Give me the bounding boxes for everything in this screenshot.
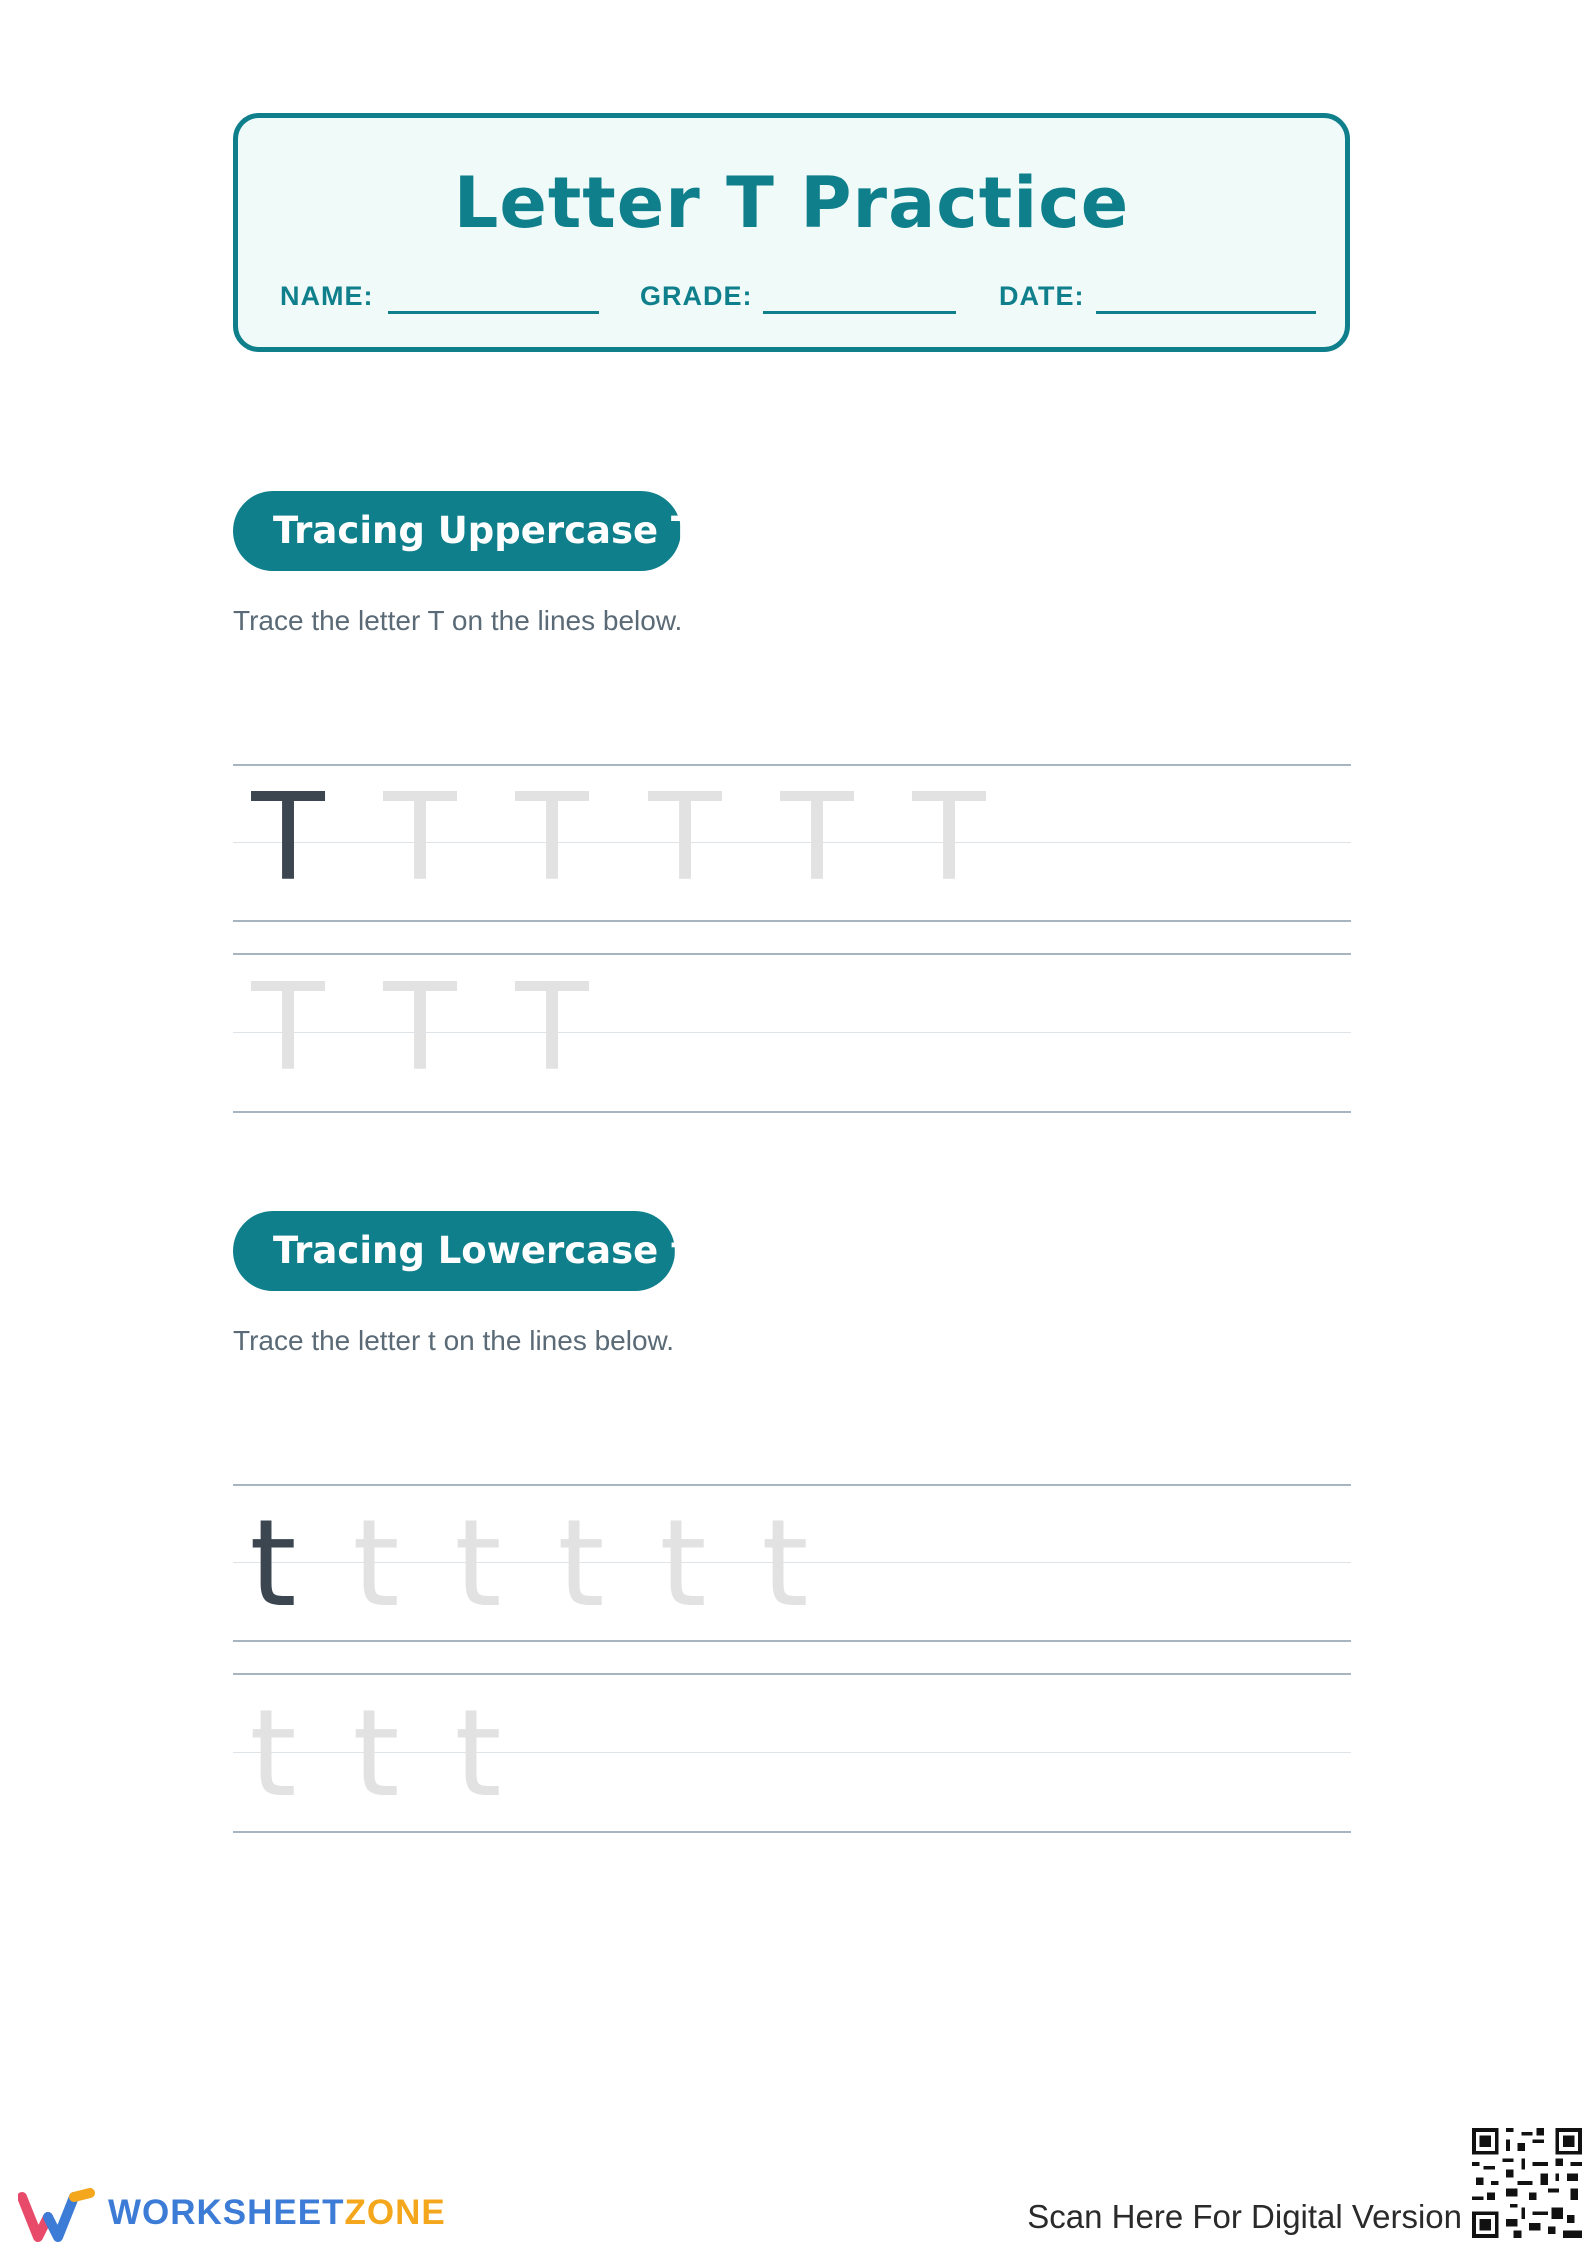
- trace-letter-T[interactable]: T: [912, 769, 986, 908]
- top-line: [233, 1484, 1351, 1486]
- date-label: DATE:: [999, 281, 1085, 311]
- trace-letter-T[interactable]: T: [780, 769, 854, 908]
- trace-letter-T[interactable]: T: [515, 769, 589, 908]
- top-line: [233, 764, 1351, 766]
- trace-letter-t[interactable]: t: [659, 1495, 707, 1634]
- base-line: [233, 1831, 1351, 1833]
- trace-letter-T[interactable]: T: [383, 959, 457, 1098]
- grade-label: GRADE:: [640, 281, 753, 311]
- instruction-lowercase: Trace the letter t on the lines below.: [233, 1325, 674, 1356]
- brand-name-part1: WORKSHEET: [108, 2193, 345, 2232]
- name-field[interactable]: [388, 311, 599, 314]
- page-title: Letter T Practice: [453, 162, 1130, 244]
- trace-letter-T[interactable]: T: [648, 769, 722, 908]
- trace-letter-t[interactable]: t: [761, 1495, 809, 1634]
- base-line: [233, 1640, 1351, 1642]
- worksheetzone-logo-icon: [18, 2187, 98, 2243]
- grade-field[interactable]: [763, 311, 956, 314]
- qr-code-icon[interactable]: [1472, 2128, 1582, 2238]
- base-line: [233, 920, 1351, 922]
- worksheet-header: [233, 113, 1350, 352]
- scan-caption: Scan Here For Digital Version: [1027, 2198, 1462, 2235]
- trace-letter-T[interactable]: T: [515, 959, 589, 1098]
- base-line: [233, 1111, 1351, 1113]
- trace-letter-t[interactable]: t: [454, 1685, 502, 1824]
- model-letter-T: T: [251, 769, 325, 908]
- trace-letter-t[interactable]: t: [352, 1495, 400, 1634]
- trace-letter-t[interactable]: t: [557, 1495, 605, 1634]
- date-field[interactable]: [1096, 311, 1316, 314]
- section-heading-uppercase: Tracing Uppercase T: [233, 491, 681, 571]
- trace-letter-t[interactable]: t: [249, 1685, 297, 1824]
- top-line: [233, 953, 1351, 955]
- trace-letter-T[interactable]: T: [383, 769, 457, 908]
- trace-letter-t[interactable]: t: [454, 1495, 502, 1634]
- model-letter-t: t: [249, 1495, 297, 1634]
- instruction-uppercase: Trace the letter T on the lines below.: [233, 605, 683, 636]
- trace-letter-T[interactable]: T: [251, 959, 325, 1098]
- name-label: NAME:: [280, 281, 374, 311]
- section-heading-lowercase: Tracing Lowercase t: [233, 1211, 675, 1291]
- brand-name: [108, 2193, 446, 2233]
- brand-name-part2: ZONE: [344, 2193, 446, 2232]
- trace-letter-t[interactable]: t: [352, 1685, 400, 1824]
- top-line: [233, 1673, 1351, 1675]
